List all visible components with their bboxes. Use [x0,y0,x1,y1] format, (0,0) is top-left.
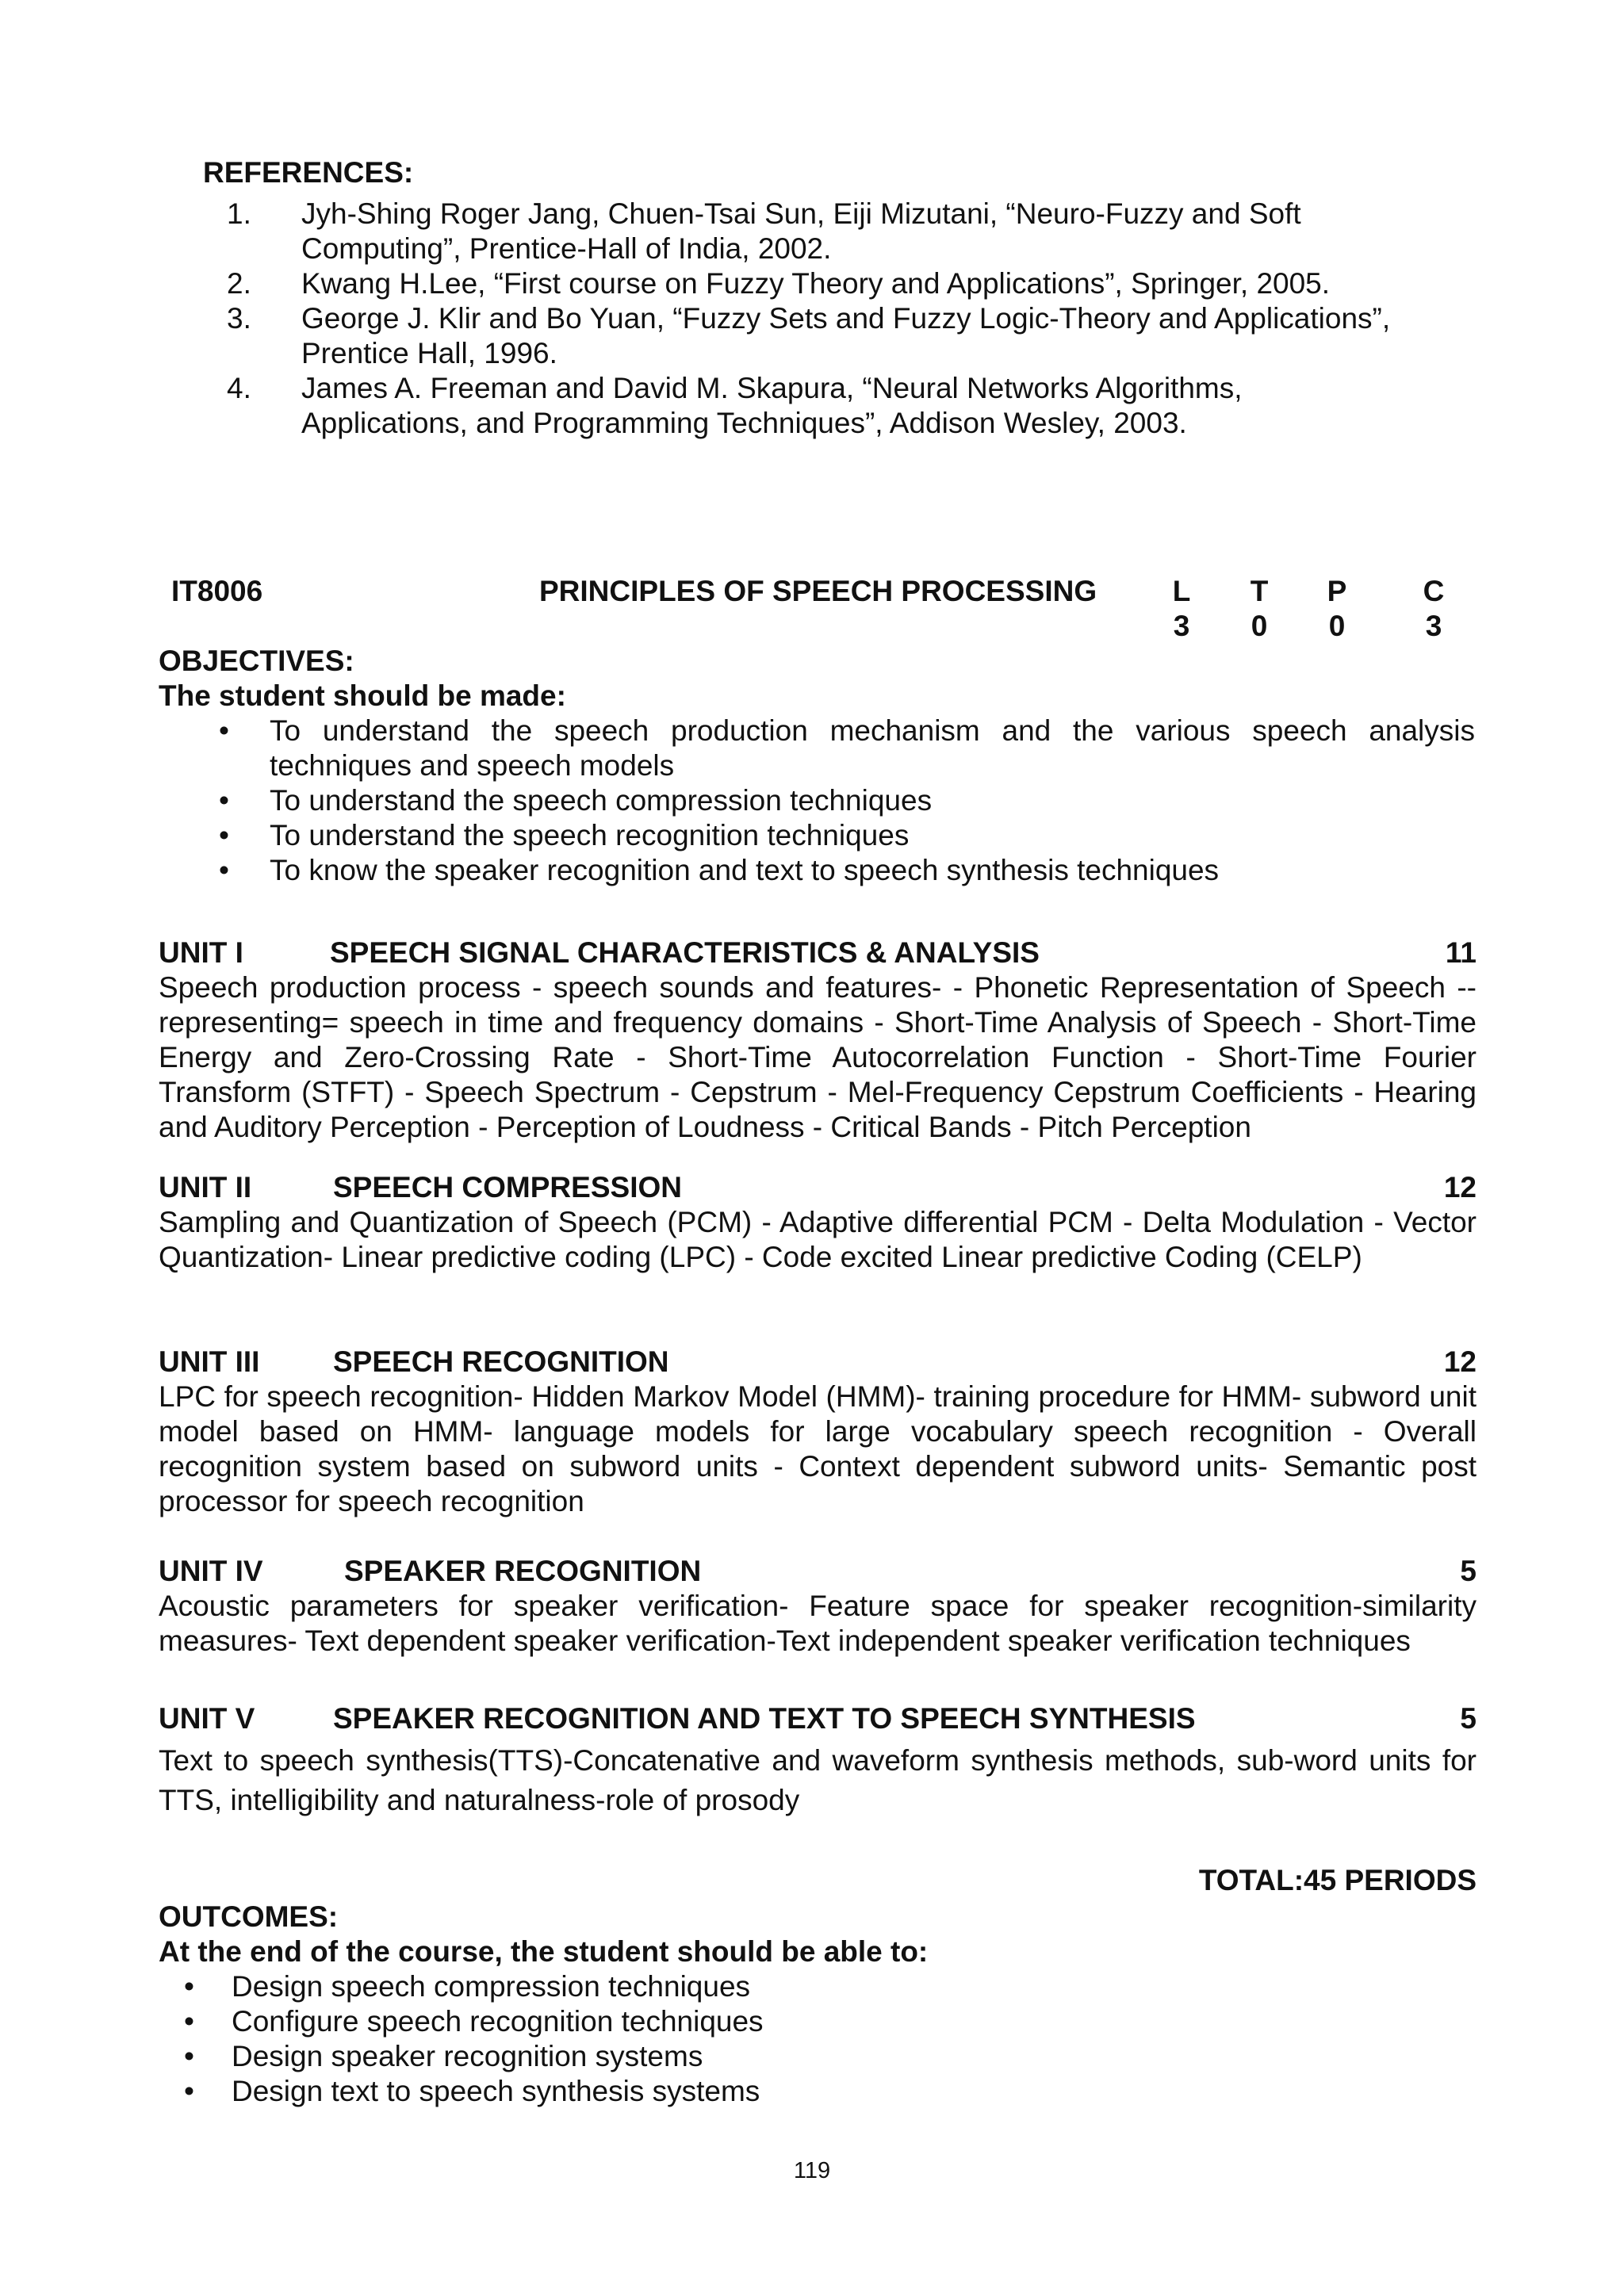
outcomes-intro: At the end of the course, the student should be able to: [159,1935,929,1968]
ltpc-column-t [1243,574,1275,644]
reference-line: Jyh-Shing Roger Jang, Chuen-Tsai Sun, Eiji Mizutani, “Neuro-Fuzzy and Soft [301,197,1301,230]
unit-title: SPEECH COMPRESSION [333,1171,682,1203]
unit-3 [159,1345,1477,1519]
reference-item [203,371,1472,441]
objectives-heading: OBJECTIVES: [159,645,354,677]
unit-4 [159,1554,1477,1659]
course-code: IT8006 [171,575,263,607]
reference-number: 1. [227,197,251,230]
unit-hours: 5 [1460,1702,1477,1735]
objectives-intro: The student should be made: [159,679,566,712]
ltpc-column-l [1166,574,1197,644]
references-list [203,197,1472,441]
ltpc-value: 0 [1251,610,1268,642]
reference-item [203,301,1472,371]
reference-line: James A. Freeman and David M. Skapura, “Neural Networks Algorithms, [301,372,1243,404]
unit-hours: 5 [1460,1555,1477,1587]
unit-heading [159,1345,1477,1380]
outcome-item: • Configure speech recognition techniques [159,2004,1475,2039]
unit-title: SPEECH RECOGNITION [333,1345,669,1378]
objective-item: • To know the speaker recognition and text to speech synthesis techniques [159,853,1475,888]
reference-line: Prentice Hall, 1996. [301,337,557,369]
reference-line: Computing”, Prentice-Hall of India, 2002. [301,232,832,265]
reference-item [203,266,1472,301]
total-periods: TOTAL:45 PERIODS [1198,1864,1477,1896]
unit-heading [159,936,1477,970]
unit-1 [159,936,1477,1145]
unit-label: UNIT II [159,1171,252,1203]
reference-line: Applications, and Programming Techniques”, Addison Wesley, 2003. [301,407,1187,439]
ltpc-label: C [1423,575,1445,607]
ltpc-value: 3 [1425,610,1442,642]
unit-heading [159,1554,1477,1589]
unit-title: SPEAKER RECOGNITION AND TEXT TO SPEECH SYNTHESIS [333,1702,1196,1735]
ltpc-label: T [1250,575,1269,607]
page-number: 119 [793,2158,831,2183]
unit-content: Sampling and Quantization of Speech (PCM) - Adaptive differential PCM - Delta Modulation - Vector Quantization- Linear predictive coding (LPC) - Code excited Linear predictive Coding (CELP) [159,1206,1477,1273]
references-heading: REFERENCES: [203,156,414,189]
outcomes-section [159,1900,1475,2109]
objective-item: • To understand the speech recognition techniques [159,818,1475,853]
unit-content: Speech production process - speech sounds and features- - Phonetic Representation of Speech -- representing= speech in time and frequency domains - Short-Time Analysis of Speech - Short-Time Energy and Zero-Crossing Rate - Short-Time Autocorrelation Function - Short-Time Fourier Transform (STFT) - Speech Spectrum - Cepstrum - Mel-Frequency Cepstrum Coefficients - Hearing and Auditory Perception - Perception of Loudness - Critical Bands - Pitch Perception [159,971,1477,1143]
ltpc-value: 0 [1328,610,1346,642]
unit-content: LPC for speech recognition- Hidden Markov Model (HMM)- training procedure for HMM- subword unit model based on HMM- language models for large vocabulary speech recognition - Overall recognition system based on subword units - Context dependent subword units- Semantic post processor for speech recognition [159,1380,1477,1517]
reference-line: George J. Klir and Bo Yuan, “Fuzzy Sets and Fuzzy Logic-Theory and Applications”, [301,302,1391,335]
objectives-list [159,714,1475,888]
references-section [203,155,1472,441]
reference-number: 2. [227,267,251,300]
reference-line: Kwang H.Lee, “First course on Fuzzy Theory and Applications”, Springer, 2005. [301,267,1331,300]
unit-label: UNIT IV [159,1555,263,1587]
unit-hours: 11 [1445,936,1477,969]
unit-5 [159,1701,1477,1820]
ltpc-column-p [1321,574,1353,644]
ltpc-value: 3 [1173,610,1190,642]
course-header [159,574,1475,653]
unit-title: SPEECH SIGNAL CHARACTERISTICS & ANALYSIS [330,936,1040,969]
reference-number: 4. [227,372,251,404]
ltpc-label: P [1327,575,1347,607]
ltpc-label: L [1172,575,1191,607]
unit-label: UNIT III [159,1345,260,1378]
objective-item: • To understand the speech production mechanism and the various speech analysis techniques and speech models [159,714,1475,783]
reference-number: 3. [227,302,251,335]
unit-hours: 12 [1443,1171,1477,1203]
outcome-item: • Design speaker recognition systems [159,2039,1475,2074]
unit-content: Acoustic parameters for speaker verification- Feature space for speaker recognition-similarity measures- Text dependent speaker verification-Text independent speaker verification techniques [159,1590,1477,1657]
unit-content: Text to speech synthesis(TTS)-Concatenative and waveform synthesis methods, sub-word units for TTS, intelligibility and naturalness-role of prosody [159,1744,1477,1816]
objectives-section [159,644,1475,888]
unit-heading [159,1170,1477,1205]
unit-label: UNIT I [159,936,243,969]
unit-hours: 12 [1443,1345,1477,1378]
outcome-item: • Design speech compression techniques [159,1969,1475,2004]
course-title: PRINCIPLES OF SPEECH PROCESSING [539,575,1097,607]
unit-2 [159,1170,1477,1275]
objective-item: • To understand the speech compression techniques [159,783,1475,818]
outcome-item: • Design text to speech synthesis systems [159,2074,1475,2109]
outcomes-heading: OUTCOMES: [159,1900,339,1933]
unit-heading [159,1701,1477,1736]
unit-label: UNIT V [159,1702,255,1735]
ltpc-column-c [1418,574,1450,644]
reference-item [203,197,1472,266]
outcomes-list [159,1969,1475,2109]
unit-title: SPEAKER RECOGNITION [344,1555,702,1587]
